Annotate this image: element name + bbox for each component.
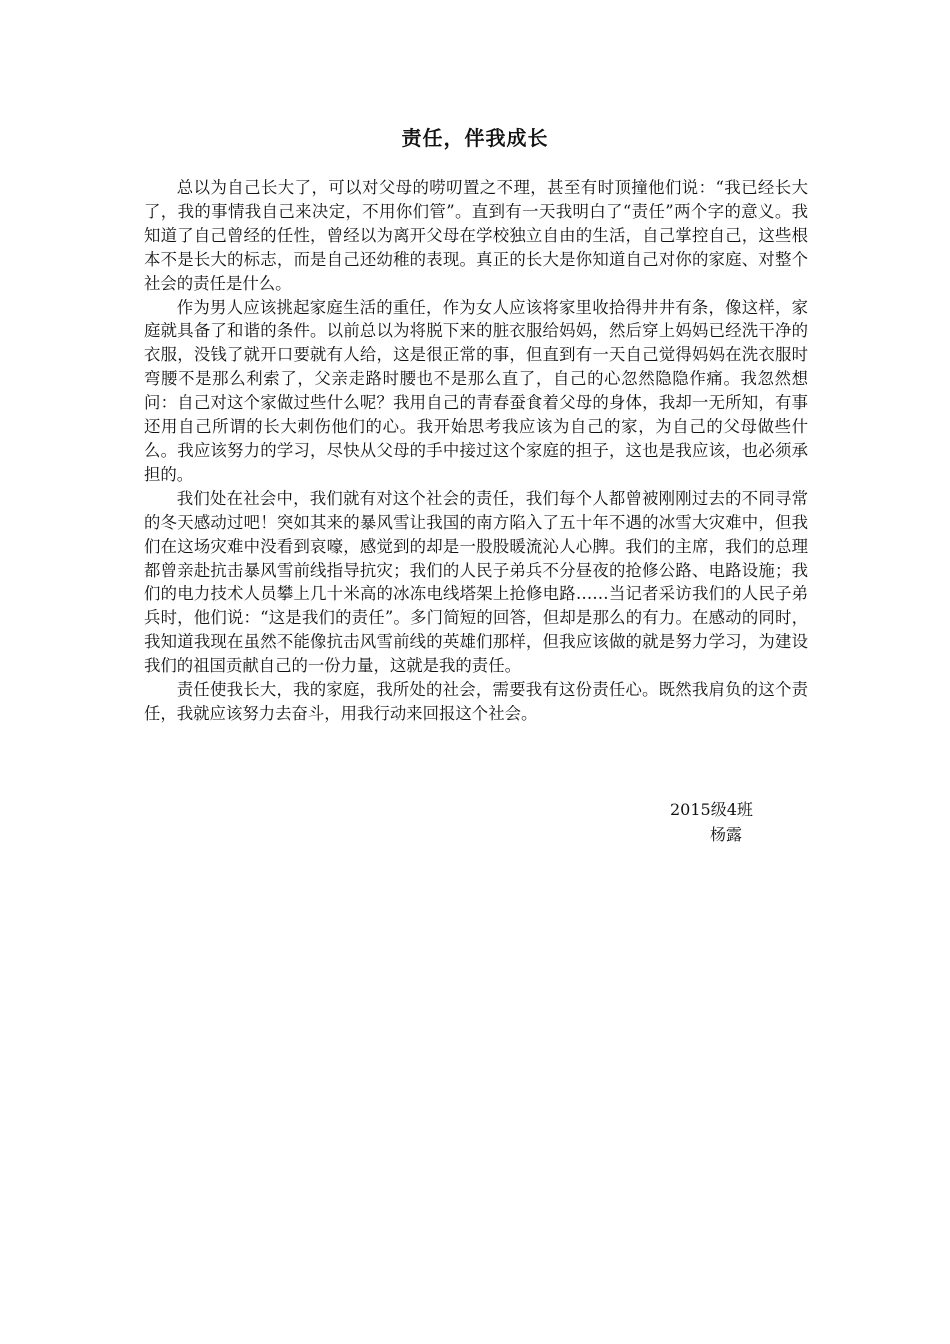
paragraph-4: 责任使我长大，我的家庭，我所处的社会，需要我有这份责任心。既然我肩负的这个责任，我就应该努力去奋斗，用我行动来回报这个社会。 xyxy=(144,680,808,723)
paragraph-2: 作为男人应该挑起家庭生活的重任，作为女人应该将家里收拾得井井有条，像这样，家庭就具备了和谐的条件。以前总以为将脱下来的脏衣服给妈妈，然后穿上妈妈已经洗干净的衣服，没钱了就开口要就有人给，这是很正常的事，但直到有一天自己觉得妈妈在洗衣服时弯腰不是那么利索了，父亲走路时腰也不是那么直了，自己的心忽然隐隐作痛。我忽然想问：自己对这个家做过些什么呢？我用自己的青春蚕食着父母的身体，我却一无所知，有事还用自己所谓的长大刺伤他们的心。我开始思考我应该为自己的家，为自己的父母做些什么。我应该努力的学习，尽快从父母的手中接过这个家庭的担子，这也是我应该，也必须承担的。 xyxy=(144,297,808,484)
signature-block xyxy=(670,797,820,847)
author-name: 杨露 xyxy=(710,825,743,844)
essay-body xyxy=(144,176,808,726)
author-class: 2015级4班 xyxy=(670,800,753,819)
essay-title: 责任，伴我成长 xyxy=(401,126,549,150)
paragraph-3: 我们处在社会中，我们就有对这个社会的责任，我们每个人都曾被刚刚过去的不同寻常的冬天感动过吧！突如其来的暴风雪让我国的南方陷入了五十年不遇的冰雪大灾难中，但我们在这场灾难中没看到哀嚎，感觉到的却是一股股暖流沁人心脾。我们的主席，我们的总理都曾亲赴抗击暴风雪前线指导抗灾；我们的人民子弟兵不分昼夜的抢修公路、电路设施；我们的电力技术人员攀上几十米高的冰冻电线塔架上抢修电路……当记者采访我们的人民子弟兵时，他们说：“这是我们的责任”。多门简短的回答，但却是那么的有力。在感动的同时，我知道我现在虽然不能像抗击风雪前线的英雄们那样，但我应该做的就是努力学习，为建设我们的祖国贡献自己的一份力量，这就是我的责任。 xyxy=(144,488,808,676)
paragraph-1: 总以为自己长大了，可以对父母的唠叨置之不理，甚至有时顶撞他们说：“我已经长大了，我的事情我自己来决定，不用你们管”。直到有一天我明白了“责任”两个字的意义。我知道了自己曾经的任性，曾经以为离开父母在学校独立自由的生活，自己掌控自己，这些根本不是长大的标志，而是自己还幼稚的表现。真正的长大是你知道自己对你的家庭、对整个社会的责任是什么。 xyxy=(144,178,808,293)
